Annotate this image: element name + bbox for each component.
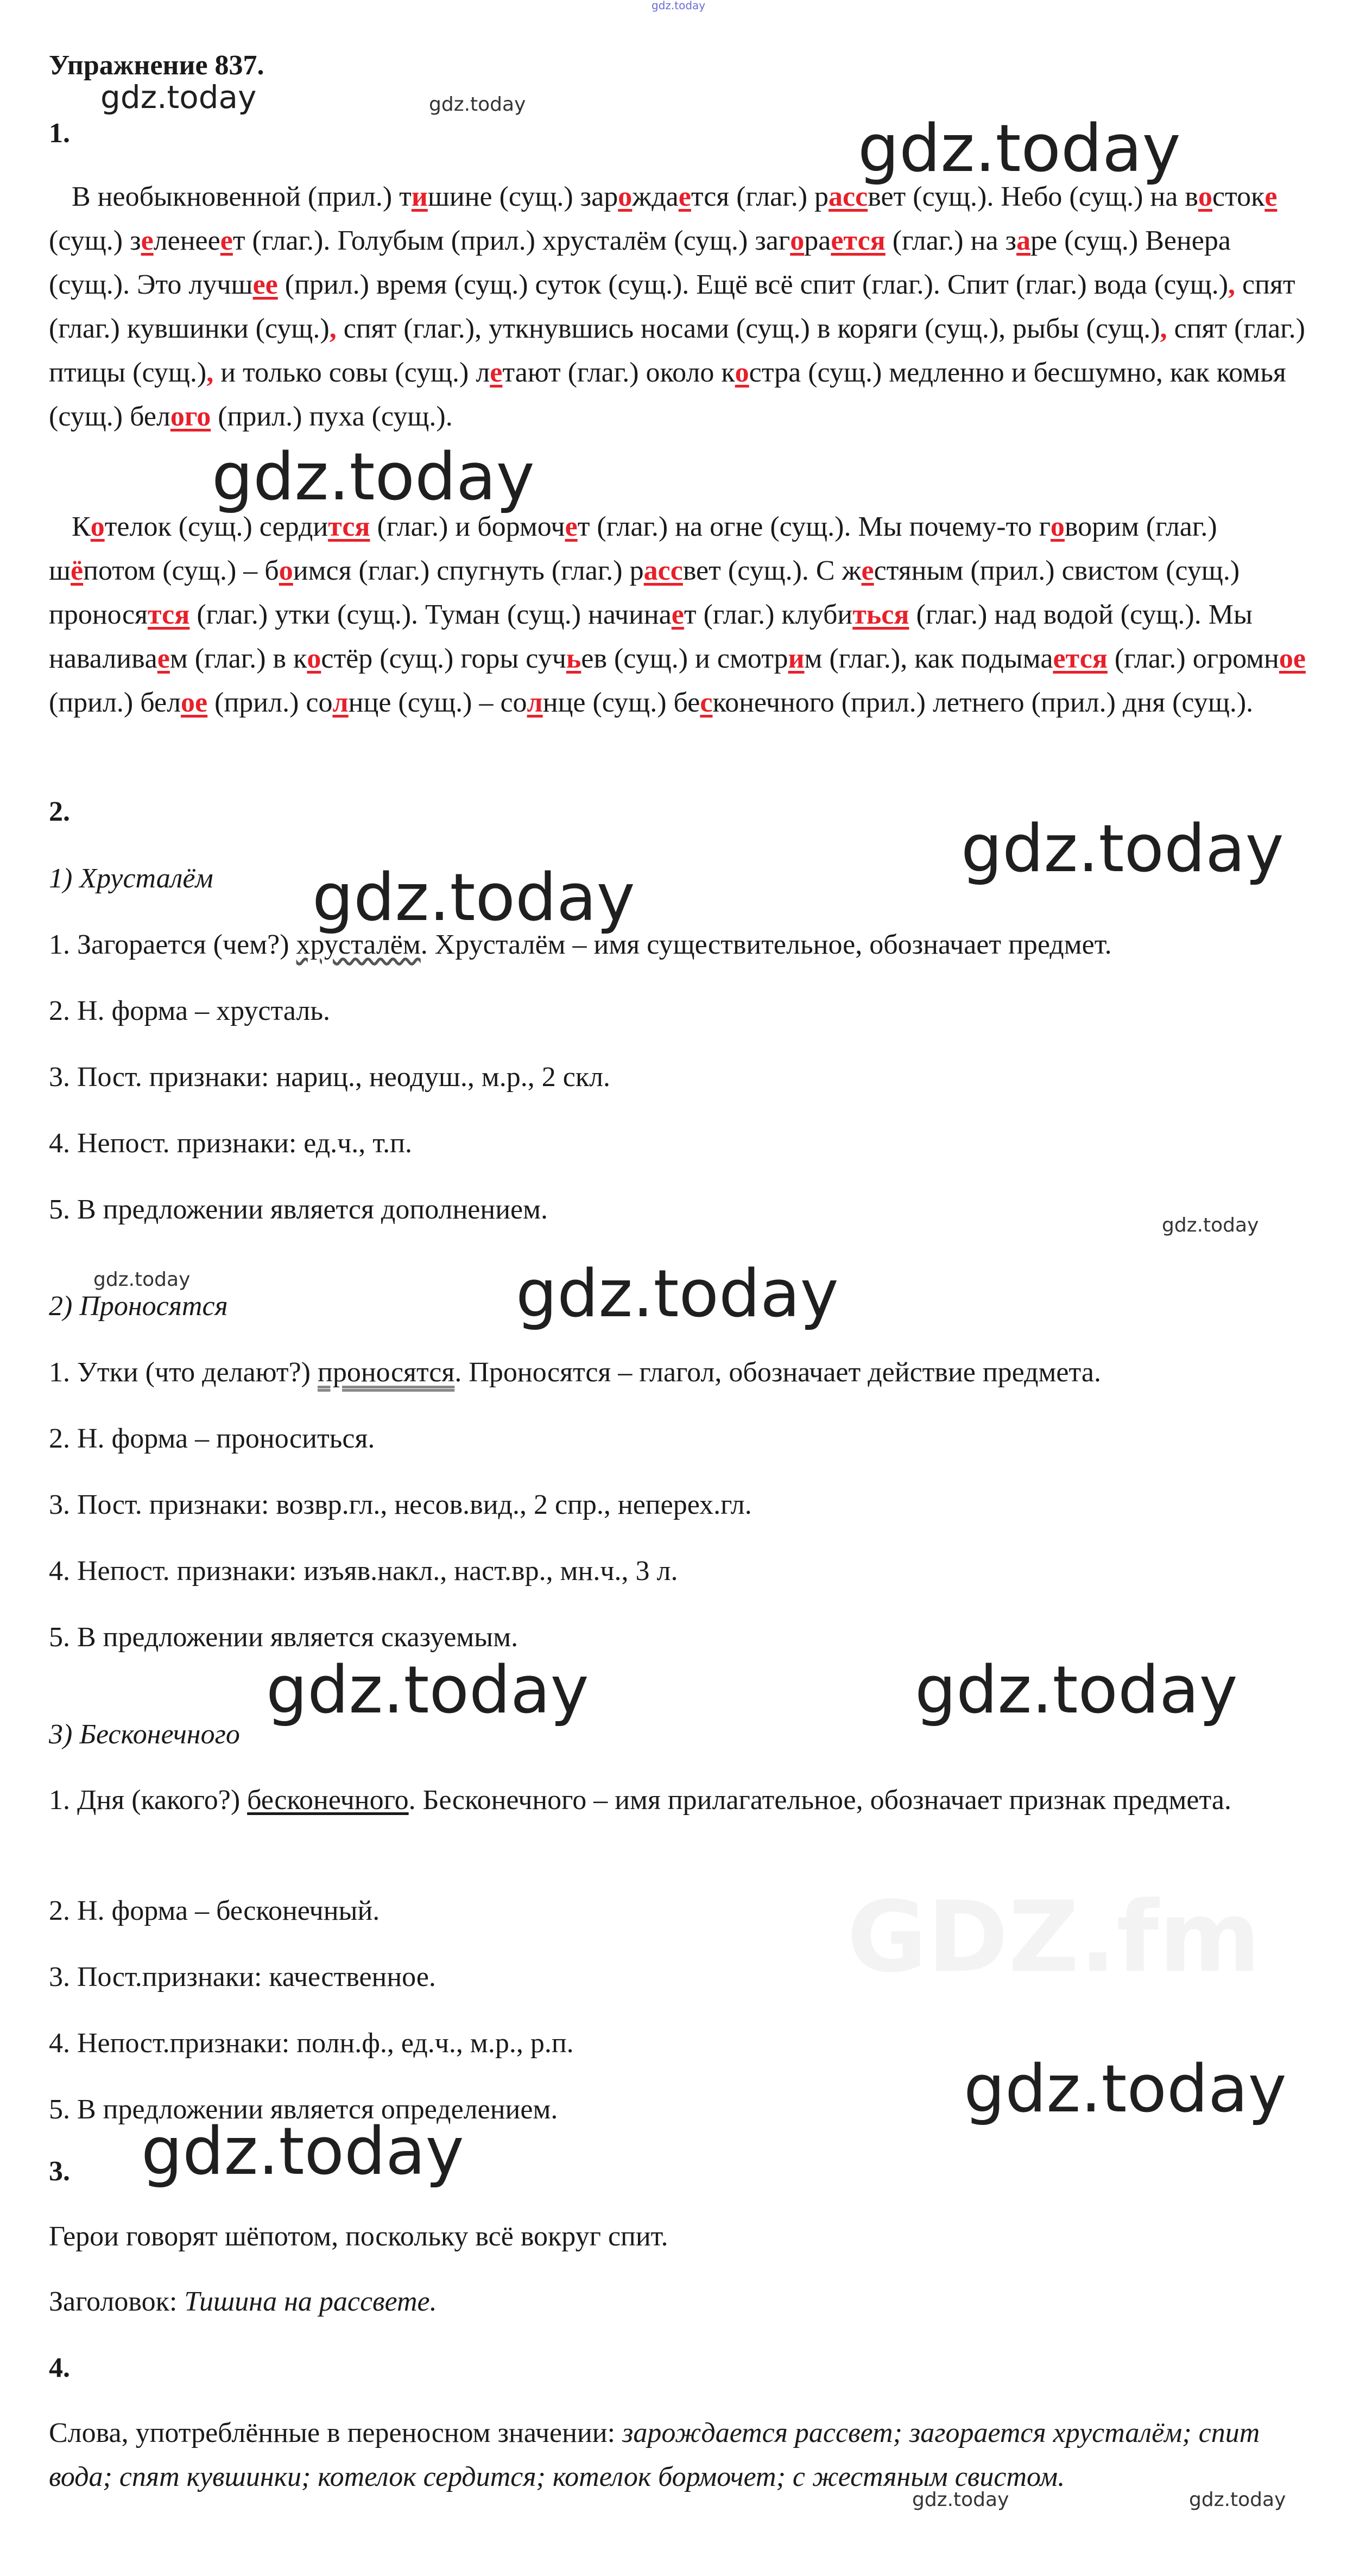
analysis-line: 5. В предложении является определением. [49, 2094, 558, 2125]
watermark: gdz.today [266, 1653, 589, 1728]
watermark: gdz.today [212, 440, 535, 515]
watermark: gdz.today [964, 2052, 1287, 2127]
ghost-watermark: GDZ.fm [847, 1881, 1261, 1994]
analysis-line: 1. Дня (какого?) бесконечного. Бесконечного – имя прилагательное, обозначает признак предмета. [49, 1785, 1231, 1816]
figurative-words: Слова, употреблённые в переносном значении: зарождается рассвет; загорается хрусталём; спит вода; спят кувшинки; котелок сердится; котелок бормочет; с жестяным свистом. [49, 2418, 1260, 2492]
watermark: gdz.today [961, 811, 1284, 887]
analysis-line: 2. Н. форма – проноситься. [49, 1423, 375, 1454]
analysis-line: 4. Непост.признаки: полн.ф., ед.ч., м.р., р.п. [49, 2028, 574, 2059]
analysis-line: 3. Пост. признаки: возвр.гл., несов.вид., 2 спр., неперех.гл. [49, 1489, 752, 1520]
section-number: 4. [49, 2352, 70, 2383]
analysis-line: 4. Непост. признаки: ед.ч., т.п. [49, 1128, 412, 1159]
analysis-line: 1. Загорается (чем?) хрусталём. Хрусталём – имя существительное, обозначает предмет. [49, 929, 1112, 960]
watermark-top: gdz.today [652, 0, 706, 12]
watermark: gdz.today [516, 1257, 839, 1332]
paragraph-2: Котелок (сущ.) сердится (глаг.) и бормочет (глаг.) на огне (сущ.). Мы почему-то говорим (глаг.) шёпотом (сущ.) – боимся (глаг.) спугнуть (глаг.) рассвет (сущ.). С жестяным (прил.) свистом (сущ.) проносятся (глаг.) утки (сущ.). Туман (сущ.) начинает (глаг.) клубиться (глаг.) над водой (сущ.). Мы наваливaем (глаг.) в костёр (сущ.) горы сучьев (сущ.) и смотрим (глаг.), как подымается (глаг.) огромное (прил.) белое (прил.) солнце (сущ.) – солнце (сущ.) бесконечного (прил.) летнего (прил.) дня (сущ.). [49, 511, 1306, 718]
analysis-line: 2. Н. форма – хрусталь. [49, 995, 331, 1026]
analysis-line: 4. Непост. признаки: изъяв.накл., наст.вр., мн.ч., 3 л. [49, 1556, 678, 1587]
word-heading: 1) Хрусталём [49, 863, 213, 894]
watermark: gdz.today [312, 860, 635, 936]
word-heading: 3) Бесконечного [49, 1719, 240, 1750]
analysis-line: 3. Пост.признаки: качественное. [49, 1962, 436, 1993]
watermark: gdz.today [93, 1268, 191, 1291]
answer-line: Герои говорят шёпотом, поскольку всё вокруг спит. [49, 2221, 668, 2252]
title-line: Заголовок: Тишина на рассвете. [49, 2286, 437, 2317]
analysis-line: 5. В предложении является дополнением. [49, 1194, 548, 1225]
watermark: gdz.today [141, 2114, 464, 2190]
page-title: Упражнение 837. [49, 50, 264, 81]
analysis-line: 2. Н. форма – бесконечный. [49, 1895, 380, 1926]
section-number: 3. [49, 2156, 70, 2187]
watermark: gdz.today [858, 111, 1181, 187]
watermark: gdz.today [1189, 2489, 1286, 2511]
analysis-line: 5. В предложении является сказуемым. [49, 1622, 518, 1653]
watermark: gdz.today [912, 2489, 1009, 2511]
analysis-line: 3. Пост. признаки: нариц., неодуш., м.р., 2 скл. [49, 1062, 611, 1093]
watermark: gdz.today [915, 1653, 1238, 1728]
watermark: gdz.today [429, 93, 526, 116]
section-number: 1. [49, 118, 70, 149]
analysis-line: 1. Утки (что делают?) проносятся. Проносятся – глагол, обозначает действие предмета. [49, 1357, 1101, 1388]
watermark: gdz.today [1162, 1214, 1259, 1236]
section-number: 2. [49, 796, 70, 827]
paragraph-1: В необыкновенной (прил.) тишине (сущ.) зарождается (глаг.) рассвет (сущ.). Небо (сущ.) на востоке (сущ.) зеленееет (глаг.). Голубым (прил.) хрусталём (сущ.) загорается (глаг.) на заре (сущ.) Венера (сущ.). Это лучшее (прил.) время (сущ.) суток (сущ.). Ещё всё спит (глаг.). Спит (глаг.) вода (сущ.), спят (глаг.) кувшинки (сущ.), спят (глаг.), уткнувшись носами (сущ.) в коряги (сущ.), рыбы (сущ.), спят (глаг.) птицы (сущ.), и только совы (сущ.) летают (глаг.) около костра (сущ.) медленно и бесшумно, как комья (сущ.) белого (прил.) пуха (сущ.). [49, 181, 1305, 432]
watermark: gdz.today [100, 79, 257, 116]
word-heading: 2) Проносятся [49, 1291, 228, 1322]
